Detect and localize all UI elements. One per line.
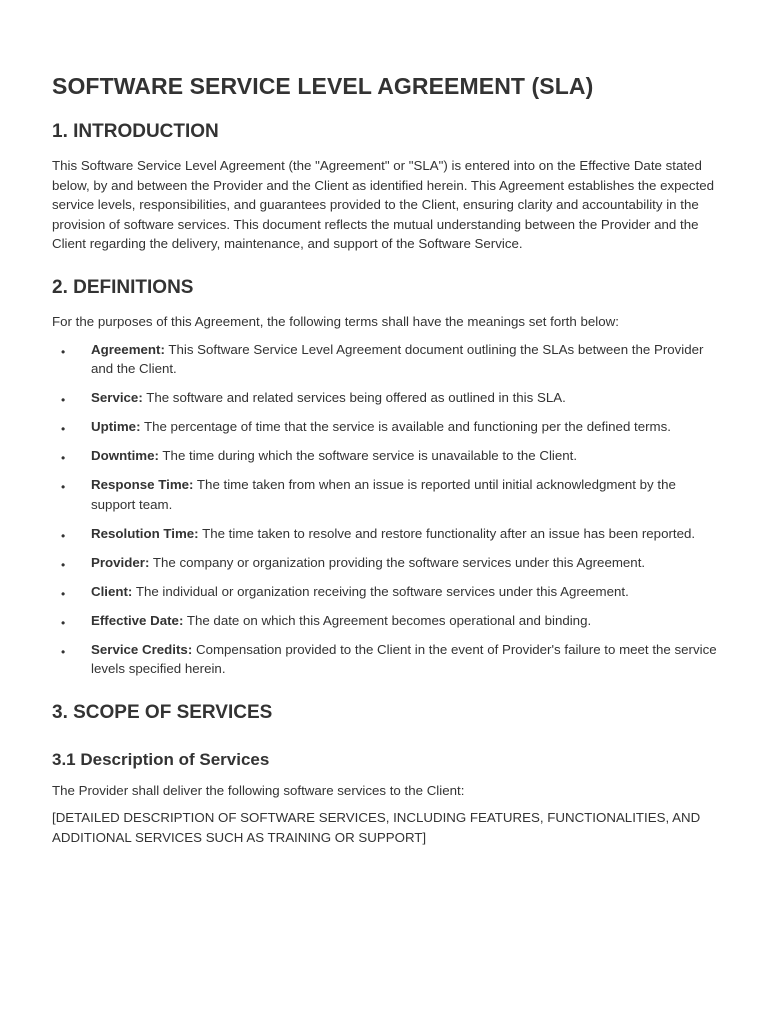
list-item	[52, 417, 718, 437]
list-item	[52, 340, 718, 379]
list-item	[52, 582, 718, 602]
bullet-icon: •	[61, 422, 66, 437]
section-heading-introduction: 1. INTRODUCTION	[52, 121, 219, 142]
definitions-intro: For the purposes of this Agreement, the following terms shall have the meanings set forth below:	[52, 313, 619, 329]
definition-text: The time taken from when an issue is reported until initial acknowledgment by the support team.	[91, 477, 676, 512]
introduction-paragraph: This Software Service Level Agreement (the "Agreement" or "SLA") is entered into on the Effective Date stated below, by and between the Provider and the Client as identified herein. This Agreement establishes the expected service levels, responsibilities, and guarantees provided to the Client, ensuring clarity and accountability in the provision of software services. This document reflects the mutual understanding between the Provider and the Client regarding the delivery, maintenance, and support of the Software Service.	[52, 158, 715, 252]
definition-term: Uptime:	[91, 419, 141, 435]
list-item	[52, 553, 718, 573]
list-item	[52, 388, 718, 408]
document-title: SOFTWARE SERVICE LEVEL AGREEMENT (SLA)	[52, 73, 594, 99]
list-item	[52, 475, 718, 514]
definition-term: Effective Date:	[91, 612, 184, 628]
list-item	[52, 640, 718, 679]
bullet-icon: •	[61, 480, 66, 495]
bullet-icon: •	[61, 451, 66, 466]
subsection-heading-description: 3.1 Description of Services	[52, 749, 270, 769]
definition-term: Provider:	[91, 554, 150, 570]
definition-term: Resolution Time:	[91, 525, 199, 541]
definition-text: The date on which this Agreement becomes operational and binding.	[183, 612, 592, 628]
definition-text: The time during which the software service is unavailable to the Client.	[158, 448, 578, 464]
definition-term: Service Credits:	[91, 641, 193, 657]
definition-text: The time taken to resolve and restore functionality after an issue has been reported.	[198, 525, 696, 541]
list-item	[52, 524, 718, 544]
bullet-icon: •	[61, 644, 66, 659]
definition-text: The individual or organization receiving the software services under this Agreement.	[132, 583, 629, 599]
definition-term: Agreement:	[91, 341, 165, 357]
definition-term: Response Time:	[91, 477, 194, 493]
bullet-icon: •	[61, 586, 66, 601]
section-heading-scope: 3. SCOPE OF SERVICES	[52, 701, 273, 723]
definition-text: Compensation provided to the Client in the event of Provider's failure to meet the service levels specified herein.	[91, 641, 717, 677]
bullet-icon: •	[61, 615, 66, 630]
section-heading-definitions: 2. DEFINITIONS	[52, 276, 194, 298]
list-item	[52, 446, 718, 466]
definition-text: This Software Service Level Agreement document outlining the SLAs between the Provider and the Client.	[91, 341, 704, 377]
scope-intro: The Provider shall deliver the following software services to the Client:	[52, 782, 465, 798]
bullet-icon: •	[61, 393, 66, 408]
services-placeholder-text: [DETAILED DESCRIPTION OF SOFTWARE SERVICES, INCLUDING FEATURES, FUNCTIONALITIES, AND ADDITIONAL SERVICES SUCH AS TRAINING OR SUPPORT]	[52, 810, 701, 845]
definition-text: The company or organization providing the software services under this Agreement.	[149, 554, 646, 570]
definition-term: Client:	[91, 583, 133, 599]
bullet-icon: •	[61, 344, 66, 359]
bullet-icon: •	[61, 557, 66, 572]
definition-text: The software and related services being offered as outlined in this SLA.	[142, 390, 566, 406]
bullet-icon: •	[61, 528, 66, 543]
definition-term: Service:	[91, 390, 143, 406]
definitions-list	[52, 340, 718, 679]
list-item	[52, 611, 718, 631]
definition-term: Downtime:	[91, 448, 159, 464]
definition-text: The percentage of time that the service is available and functioning per the defined terms.	[140, 419, 671, 435]
